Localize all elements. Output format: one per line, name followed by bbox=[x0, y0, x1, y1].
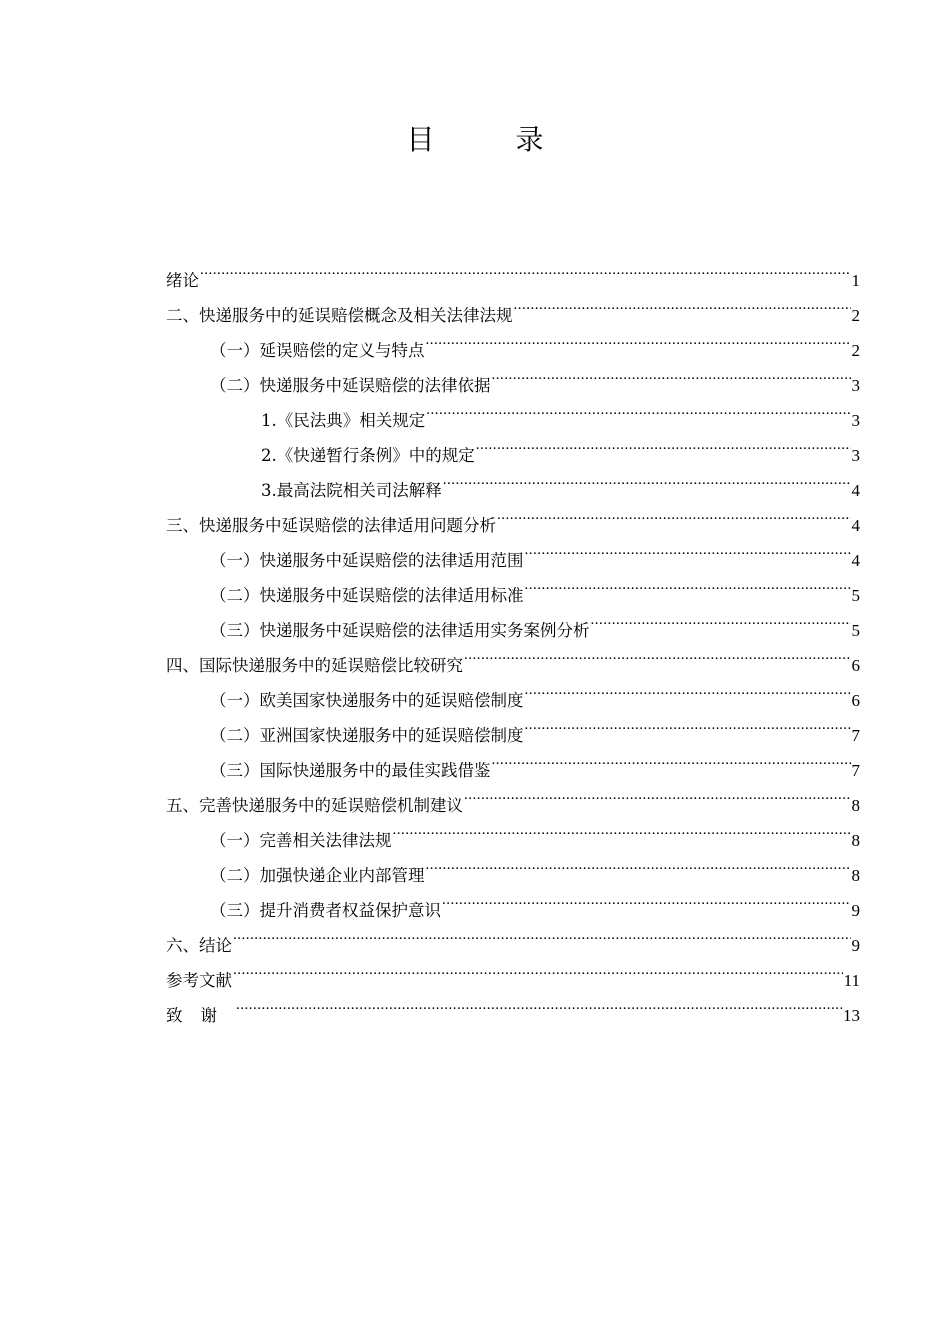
toc-entry-label: （一）快递服务中延误赔偿的法律适用范围 bbox=[210, 551, 524, 570]
toc-dot-leader bbox=[492, 356, 851, 391]
toc-dot-leader bbox=[233, 916, 851, 951]
toc-page-number: 6 bbox=[851, 691, 860, 710]
toc-entry-label: 1.《民法典》相关规定 bbox=[261, 411, 426, 430]
toc-page-number: 3 bbox=[851, 446, 860, 465]
table-of-contents bbox=[166, 251, 860, 1025]
toc-dot-leader bbox=[464, 776, 851, 811]
toc-entry-label: 2.《快递暂行条例》中的规定 bbox=[261, 446, 475, 465]
toc-dot-leader bbox=[393, 811, 851, 846]
toc-page-number: 5 bbox=[851, 621, 860, 640]
toc-entry-label: （一）完善相关法律法规 bbox=[210, 831, 392, 850]
toc-dot-leader bbox=[443, 461, 851, 496]
toc-dot-leader bbox=[233, 951, 843, 986]
toc-entry-label: （三）快递服务中延误赔偿的法律适用实务案例分析 bbox=[210, 621, 590, 640]
toc-page-number: 8 bbox=[851, 831, 860, 850]
toc-page-number: 4 bbox=[851, 481, 860, 500]
toc-dot-leader bbox=[200, 251, 851, 286]
toc-dot-leader bbox=[525, 671, 851, 706]
toc-dot-leader bbox=[525, 706, 851, 741]
toc-entry-label: 三、快递服务中延误赔偿的法律适用问题分析 bbox=[166, 516, 496, 535]
toc-title: 目 录 bbox=[406, 123, 580, 156]
toc-page-number: 11 bbox=[843, 971, 860, 990]
toc-page-number: 8 bbox=[851, 796, 860, 815]
toc-entry-label: 五、完善快递服务中的延误赔偿机制建议 bbox=[166, 796, 463, 815]
toc-entry[interactable] bbox=[166, 286, 860, 325]
toc-page-number: 6 bbox=[851, 656, 860, 675]
toc-dot-leader bbox=[442, 881, 851, 916]
toc-entry-label: （三）国际快递服务中的最佳实践借鉴 bbox=[210, 761, 491, 780]
toc-page-number: 2 bbox=[851, 306, 860, 325]
toc-dot-leader bbox=[591, 601, 851, 636]
toc-dot-leader bbox=[426, 321, 851, 356]
toc-dot-leader bbox=[525, 531, 851, 566]
toc-entry[interactable] bbox=[166, 951, 860, 990]
toc-entry-label: 绪论 bbox=[166, 271, 199, 290]
toc-page-number: 5 bbox=[851, 586, 860, 605]
toc-dot-leader bbox=[236, 986, 842, 1021]
toc-page-number: 8 bbox=[851, 866, 860, 885]
toc-entry-label: （二）快递服务中延误赔偿的法律依据 bbox=[210, 376, 491, 395]
toc-dot-leader bbox=[492, 741, 851, 776]
toc-page-number: 1 bbox=[851, 271, 860, 290]
toc-entry-label: （二）快递服务中延误赔偿的法律适用标准 bbox=[210, 586, 524, 605]
toc-page-number: 4 bbox=[851, 516, 860, 535]
toc-page-number: 3 bbox=[851, 411, 860, 430]
toc-page-number: 9 bbox=[851, 936, 860, 955]
toc-entry-label: （一）欧美国家快递服务中的延误赔偿制度 bbox=[210, 691, 524, 710]
toc-dot-leader bbox=[476, 426, 851, 461]
toc-entry-label: 参考文献 bbox=[166, 971, 232, 990]
toc-page-number: 13 bbox=[843, 1006, 860, 1025]
toc-entry-label: 3.最高法院相关司法解释 bbox=[261, 481, 442, 500]
toc-dot-leader bbox=[426, 846, 851, 881]
toc-entry[interactable] bbox=[166, 251, 860, 290]
toc-dot-leader bbox=[426, 391, 850, 426]
toc-entry-label: （二）加强快递企业内部管理 bbox=[210, 866, 425, 885]
toc-page-number: 4 bbox=[851, 551, 860, 570]
toc-entry-label: （二）亚洲国家快递服务中的延误赔偿制度 bbox=[210, 726, 524, 745]
toc-page-number: 7 bbox=[851, 726, 860, 745]
toc-entry-label: 二、快递服务中的延误赔偿概念及相关法律法规 bbox=[166, 306, 513, 325]
toc-page-number: 3 bbox=[851, 376, 860, 395]
toc-entry-label: 六、结论 bbox=[166, 936, 232, 955]
toc-page-number: 7 bbox=[851, 761, 860, 780]
toc-entry-label: （三）提升消费者权益保护意识 bbox=[210, 901, 441, 920]
toc-dot-leader bbox=[514, 286, 851, 321]
toc-dot-leader bbox=[525, 566, 851, 601]
toc-page-number: 2 bbox=[851, 341, 860, 360]
toc-entry-label: 致谢 bbox=[166, 1006, 235, 1025]
toc-dot-leader bbox=[464, 636, 851, 671]
toc-entry-label: 四、国际快递服务中的延误赔偿比较研究 bbox=[166, 656, 463, 675]
toc-entry-label: （一）延误赔偿的定义与特点 bbox=[210, 341, 425, 360]
toc-page-number: 9 bbox=[851, 901, 860, 920]
toc-entry[interactable] bbox=[166, 986, 860, 1025]
toc-dot-leader bbox=[497, 496, 851, 531]
toc-entry[interactable] bbox=[166, 916, 860, 955]
